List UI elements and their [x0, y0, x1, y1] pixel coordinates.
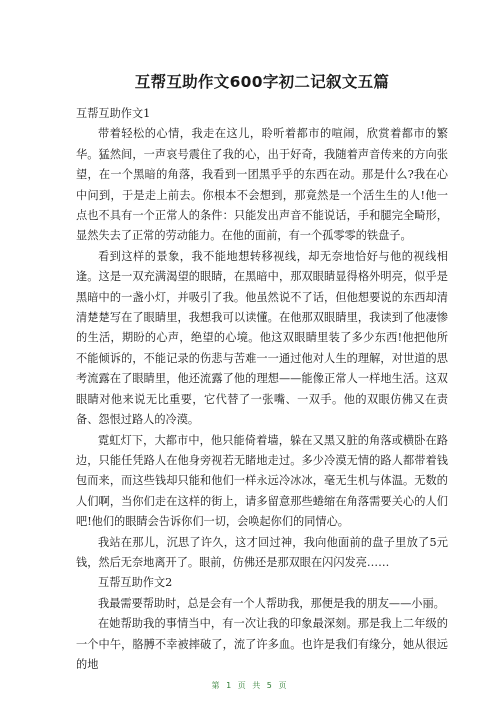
section-heading-1: 互帮互助作文1	[76, 107, 151, 120]
paragraph: 看到这样的景象，我不能地想转移视线，却无奈地恰好与他的视线相逢。这是一双充满渴望的眼睛，在黑暗中，那双眼睛显得格外明亮，似乎是黑暗中的一盏小灯，并吸引了我。他虽然说不了话，但他想要说的东西却清清楚楚写在了眼睛里，我想我可以读懂。在他那双眼睛里，我读到了他凄惨的生活，期盼的心声，绝望的心境。他这双眼睛里装了多少东西!他把他所不能倾诉的，不能记录的伤悲与苦难一一通过他对人生的理解，对世道的思考流露在了眼睛里，他还流露了他的理想——能像正常人一样地生活。这双眼睛对他来说无比重要，它代替了一张嘴、一双手。他的双眼仿佛又在责备、怨恨过路人的冷漠。	[76, 249, 448, 427]
paragraph: 霓虹灯下，大都市中，他只能倚着墙，躲在又黑又脏的角落或横卧在路边，只能任凭路人在他身旁视若无睹地走过。多少冷漠无情的路人都带着钱包而来，而这些钱却只能和他们一样永远冷冰冰，毫无生机与体温。无数的人们啊，当你们走在这样的街上，请多留意那些蜷缩在角落需要关心的人们吧!他们的眼睛会告诉你们一切，会唤起你们的同情心。	[76, 433, 448, 529]
paragraph: 我站在那儿，沉思了许久，这才回过神，我向他面前的盘子里放了5元钱，然后无奈地离开了。眼前，仿佛还是那双眼在闪闪发亮……	[76, 535, 448, 569]
document-title: 互帮互助作文600字初二记叙文五篇	[134, 73, 390, 91]
paragraph: 带着轻松的心情，我走在这儿，聆听着都市的喧闹，欣赏着都市的繁华。猛然间，一声哀号震住了我的心，出于好奇，我随着声音传来的方向张望，在一个黑暗的角落，我看到一团黑乎乎的东西在动。那是什么?我在心中问到，于是走上前去。你根本不会想到，那竟然是一个活生生的人!他一点也不具有一个正常人的条件：只能发出声音不能说话，手和腿完全畸形，显然失去了正常的劳动能力。在他的面前，有一个孤零零的铁盘子。	[76, 127, 448, 243]
paragraph: 在她帮助我的事情当中，有一次让我的印象最深刻。那是我上二年级的一个中午，胳膊不幸被摔破了，流了许多血。也许是我们有缘分，她从很远的地	[76, 617, 448, 671]
section-heading-2: 互帮互助作文2	[98, 576, 173, 590]
paragraph: 我最需要帮助时，总是会有一个人帮助我，那便是我的朋友——小丽。	[98, 596, 445, 610]
page-number-footer: 第 1 页 共 5 页	[211, 681, 289, 690]
document-body	[76, 104, 448, 675]
